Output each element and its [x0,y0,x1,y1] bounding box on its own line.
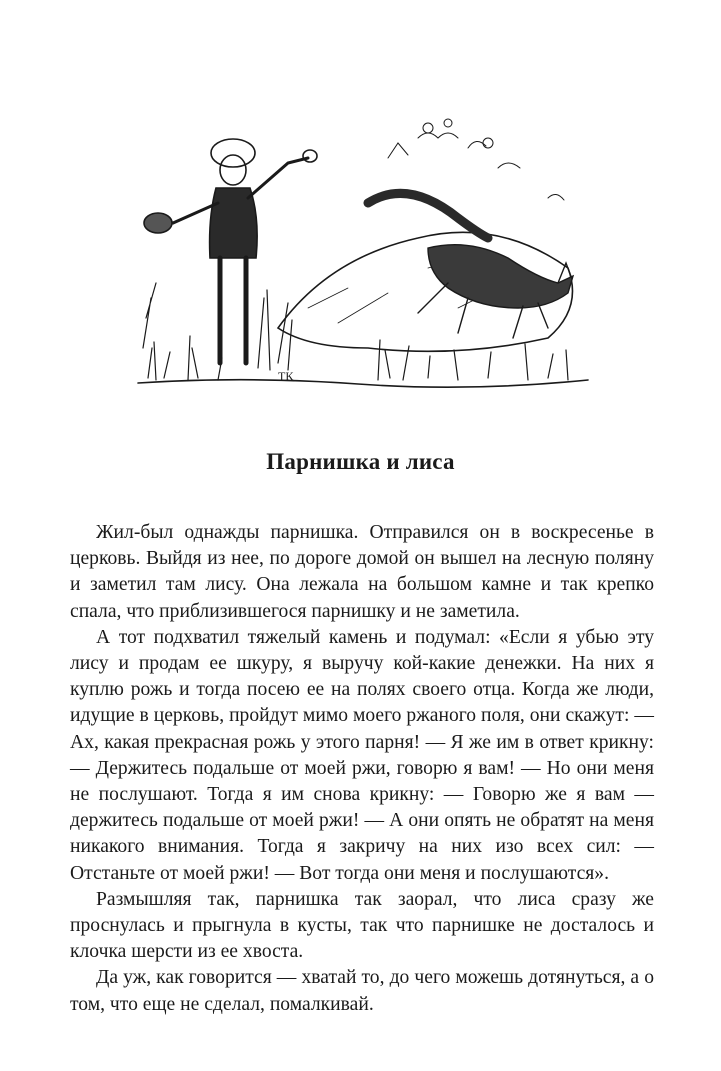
paragraph: Жил-был однажды парнишка. Отправился он в воскресенье в церковь. Выйдя из нее, по дороге домой он вышел на лесную поляну и заметил там лису. Она лежала на большом камне и так крепко спала, что приблизившегося парнишку и не заметила. [70,522,654,622]
bushes [388,119,564,200]
fox [368,193,573,338]
paragraph: Да уж, как говорится — хватай то, до чего можешь дотянуться, а о том, что еще не сделал, помалкивай. [70,967,654,1015]
story-text [70,520,654,1018]
illustrator-signature: ТК [278,369,294,383]
paragraph: А тот подхватил тяжелый камень и подумал: «Если я убью эту лису и продам ее шкуру, я выручу кой-какие денежки. На них я куплю рожь и тогда посею ее на полях своего отца. Когда же люди, идущие в церковь, пройдут мимо моего ржаного поля, они скажут: — Ах, какая прекрасная рожь у этого парня! — Я же им в ответ крикну: — Держитесь подальше от моей ржи, говорю я вам! — Но они меня не послушают. Тогда я им снова крикну: — Говорю же я вам — держитесь подальше от моей ржи! — А они опять не обратят на меня никакого внимания. Тогда я закричу на них изо всех сил: — Отстаньте от моей ржи! — Вот тогда они меня и послушаются». [70,626,654,884]
story-title: Парнишка и лиса [266,449,455,475]
paragraph: Размышляя так, парнишка так заорал, что лиса сразу же проснулась и прыгнула в кусты, так что парнишке не досталось и клочка шерсти из ее хвоста. [70,888,654,963]
story-illustration [128,108,598,393]
